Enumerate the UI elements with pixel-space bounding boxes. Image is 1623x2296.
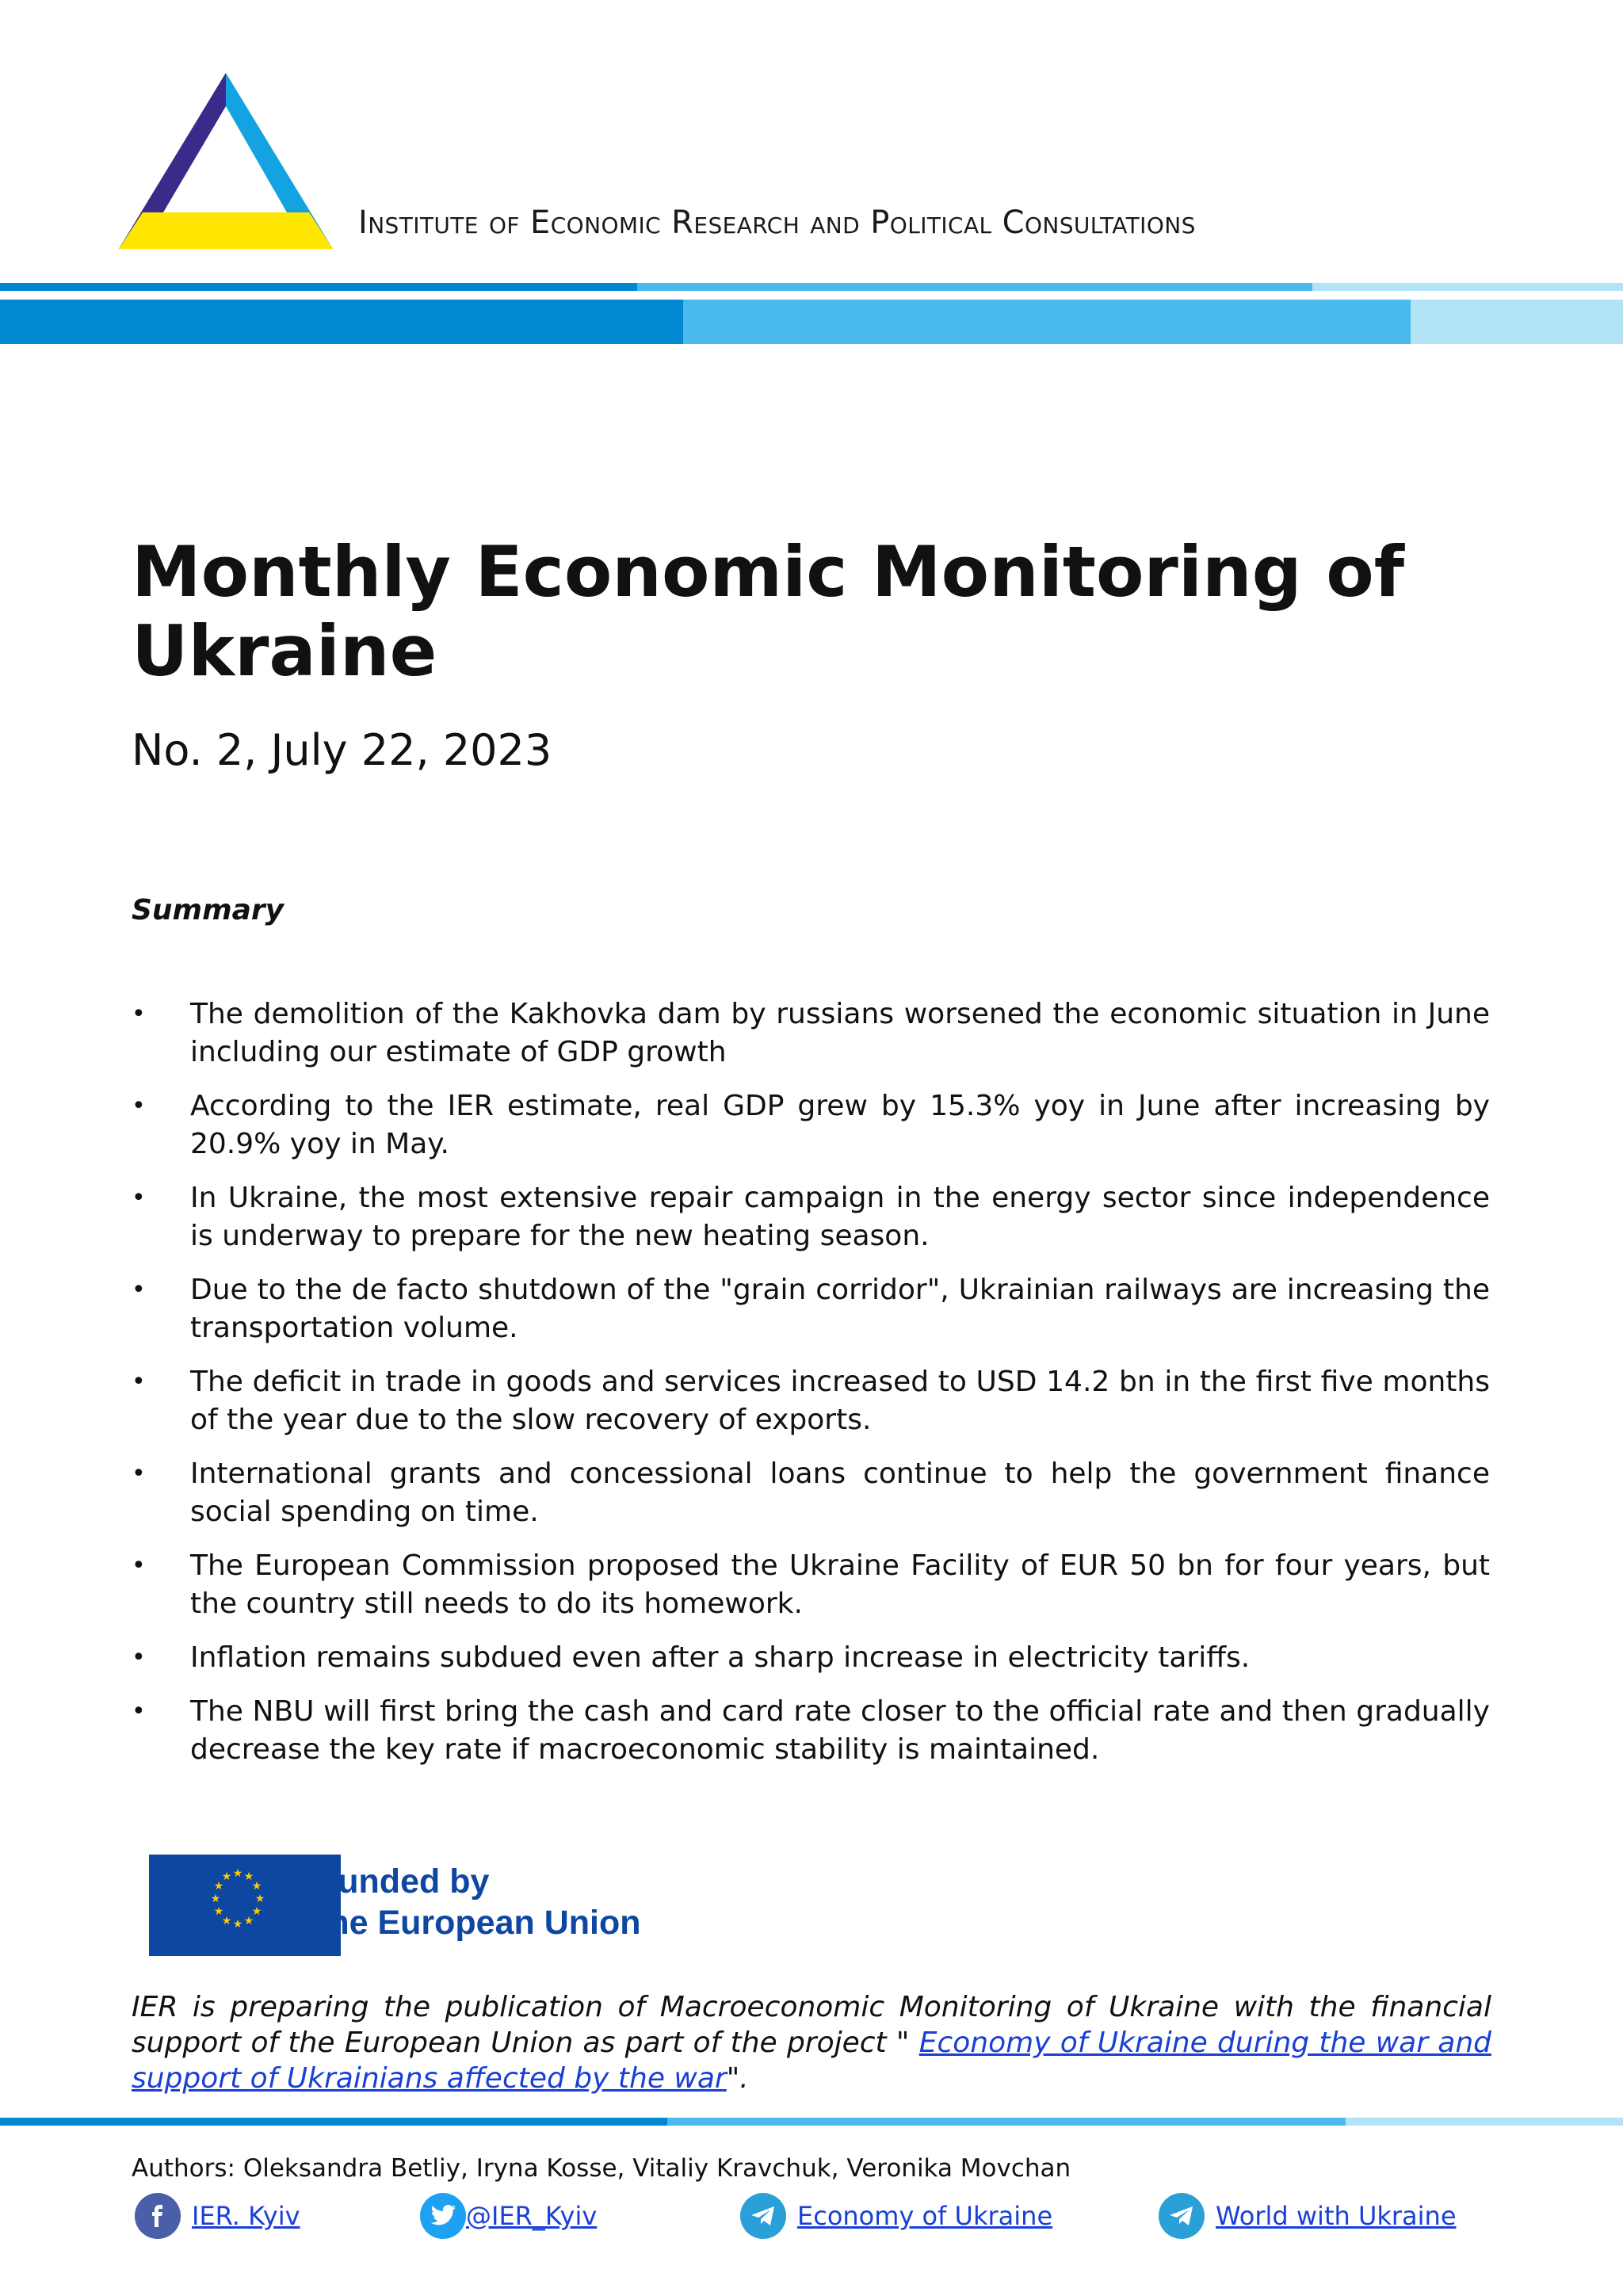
bullet-icon: • — [132, 1552, 146, 1580]
bullet-icon: • — [132, 1184, 146, 1212]
project-link[interactable]: Economy of Ukraine during the war and support of Ukrainians affected by the war — [132, 2027, 1491, 2095]
svg-text:★: ★ — [251, 1905, 262, 1918]
ier-logo — [119, 73, 333, 257]
bullet-icon: • — [132, 1698, 146, 1725]
summary-item: • The European Commission proposed the Ukraine Facility of EUR 50 bn for four years, but the country still needs to do its homework. — [132, 1547, 1490, 1623]
svg-text:★: ★ — [213, 1905, 224, 1918]
funding-note: IER is preparing the publication of Macroeconomic Monitoring of Ukraine with the financial support of the European Union as part of the project " Economy of Ukraine during the war and support of Ukrainians affected by the war". — [132, 1991, 1491, 2095]
social-link-label[interactable]: IER. Kyiv — [192, 2201, 300, 2231]
eu-funded-line2: the European Union — [317, 1904, 641, 1942]
institute-name: Institute of Economic Research and Political Consultations — [358, 204, 1196, 241]
summary-heading: Summary — [132, 894, 285, 926]
eu-flag-icon — [149, 1855, 341, 1956]
summary-item: • Inflation remains subdued even after a sharp increase in electricity tariffs. — [132, 1639, 1490, 1677]
social-link-label[interactable]: Economy of Ukraine — [797, 2201, 1053, 2231]
svg-text:★: ★ — [243, 1915, 254, 1927]
summary-item: • Due to the de facto shutdown of the "grain corridor", Ukrainian railways are increasing the transportation volume. — [132, 1271, 1490, 1347]
svg-text:★: ★ — [210, 1893, 221, 1905]
summary-item: • According to the IER estimate, real GDP grew by 15.3% yoy in June after increasing by 20.9% yoy in May. — [132, 1087, 1490, 1163]
header-stripe-thick-light — [683, 300, 1411, 344]
svg-text:★: ★ — [254, 1893, 265, 1905]
authors: Authors: Oleksandra Betliy, Iryna Kosse, Vitaliy Kravchuk, Veronika Movchan — [132, 2154, 1071, 2183]
social-link-label[interactable]: World with Ukraine — [1216, 2201, 1457, 2231]
svg-text:★: ★ — [243, 1870, 254, 1883]
header-stripe-thick-dark — [0, 300, 683, 344]
summary-list — [132, 995, 1490, 1785]
svg-text:★: ★ — [221, 1915, 232, 1927]
social-link-facebook[interactable] — [135, 2192, 300, 2240]
telegram-icon — [740, 2193, 786, 2239]
facebook-icon — [135, 2193, 181, 2239]
header-stripe-thick-pale — [1411, 300, 1623, 344]
svg-text:★: ★ — [221, 1870, 232, 1883]
header-stripe-thin-pale — [1312, 283, 1623, 291]
bullet-icon: • — [132, 1092, 146, 1120]
bullet-icon: • — [132, 1460, 146, 1488]
footer-stripe-dark — [0, 2118, 667, 2126]
document-title: Monthly Economic Monitoring of Ukraine — [132, 531, 1404, 692]
svg-text:★: ★ — [232, 1867, 243, 1880]
summary-item: • The NBU will first bring the cash and card rate closer to the official rate and then gradually decrease the key rate if macroeconomic stability is maintained. — [132, 1693, 1490, 1769]
summary-item: • The deficit in trade in goods and services increased to USD 14.2 bn in the first five months of the year due to the slow recovery of exports. — [132, 1363, 1490, 1439]
footer-stripe-pale — [1346, 2118, 1623, 2126]
svg-text:★: ★ — [251, 1880, 262, 1893]
social-link-twitter[interactable] — [420, 2192, 597, 2240]
social-link-label[interactable]: @IER_Kyiv — [466, 2201, 598, 2231]
eu-funded-label — [317, 1861, 641, 1943]
bullet-icon: • — [132, 1276, 146, 1304]
bullet-icon: • — [132, 1368, 146, 1396]
summary-item: • The demolition of the Kakhovka dam by russians worsened the economic situation in June including our estimate of GDP growth — [132, 995, 1490, 1072]
svg-text:★: ★ — [213, 1880, 224, 1893]
header-stripe-thin-dark — [0, 283, 637, 291]
telegram-icon — [1159, 2193, 1205, 2239]
header-stripe-thin-light — [637, 283, 1312, 291]
summary-item: • In Ukraine, the most extensive repair campaign in the energy sector since independence is underway to prepare for the new heating season. — [132, 1179, 1490, 1255]
bullet-icon: • — [132, 1644, 146, 1671]
footer-stripe-light — [667, 2118, 1346, 2126]
svg-text:★: ★ — [232, 1918, 243, 1931]
social-link-telegram-world[interactable] — [1159, 2192, 1457, 2240]
social-link-telegram-economy[interactable] — [740, 2192, 1052, 2240]
summary-item: • International grants and concessional loans continue to help the government finance social spending on time. — [132, 1455, 1490, 1531]
eu-funded-line1: Funded by — [317, 1862, 490, 1901]
bullet-icon: • — [132, 1000, 146, 1028]
issue-date: No. 2, July 22, 2023 — [132, 725, 552, 775]
twitter-icon — [420, 2193, 466, 2239]
